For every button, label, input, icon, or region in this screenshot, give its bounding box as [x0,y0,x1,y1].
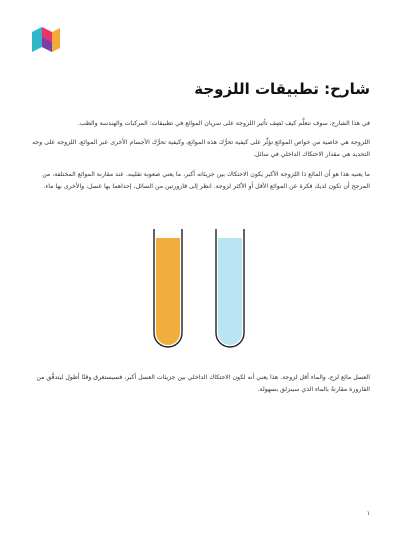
definition-paragraph: اللزوجة هي خاصية من خواص الموائع تؤثِّر على كيفية تحرُّك هذه الموائع، وكيفية تحرُّك الأجسام الأخرى عبر الموائع. اللزوجة على وجه التحديد هي مقدار الاحتكاك الداخلي في سائل. [32,139,370,158]
honey-liquid [156,238,180,345]
test-tubes-figure [146,226,252,350]
page-number: ١ [366,510,370,517]
conclusion-paragraph: العسل مائع لزج، والماء أقل لزوجة. هذا يعني أنه لكون الاحتكاك الداخلي بين جزيئات العسل أكبر، فسيستغرق وقتًا أطول ليتدفَّق من القارورة مقارنةً بالماء الذي سينزلق بسهولة. [36,374,370,393]
brand-logo-icon [30,26,62,58]
water-liquid [218,238,242,345]
explanation-paragraph: ما يعنيه هذا هو أن المائع ذا اللزوجة الأكبر يكون الاحتكاك بين جزيئاته أكبر، ما يعني صعوبة تقليبه. عند مقارنة الموائع المختلفة، من المرجح أن تكون لديك فكرة عن الموائع الأقل أو الأكثر لزوجة. انظر إلى قارورتين من السائل، إحداهما بها عسل، والأخرى بها ماء. [42,171,370,190]
page-title: شارح: تطبيقات اللزوجة [194,80,370,98]
intro-paragraph: في هذا الشارح، سوف نتعلَّم كيف نَصِف تأثير اللزوجة على سريان الموائع في تطبيقات: المركبات والهندسة والطب. [77,120,370,127]
